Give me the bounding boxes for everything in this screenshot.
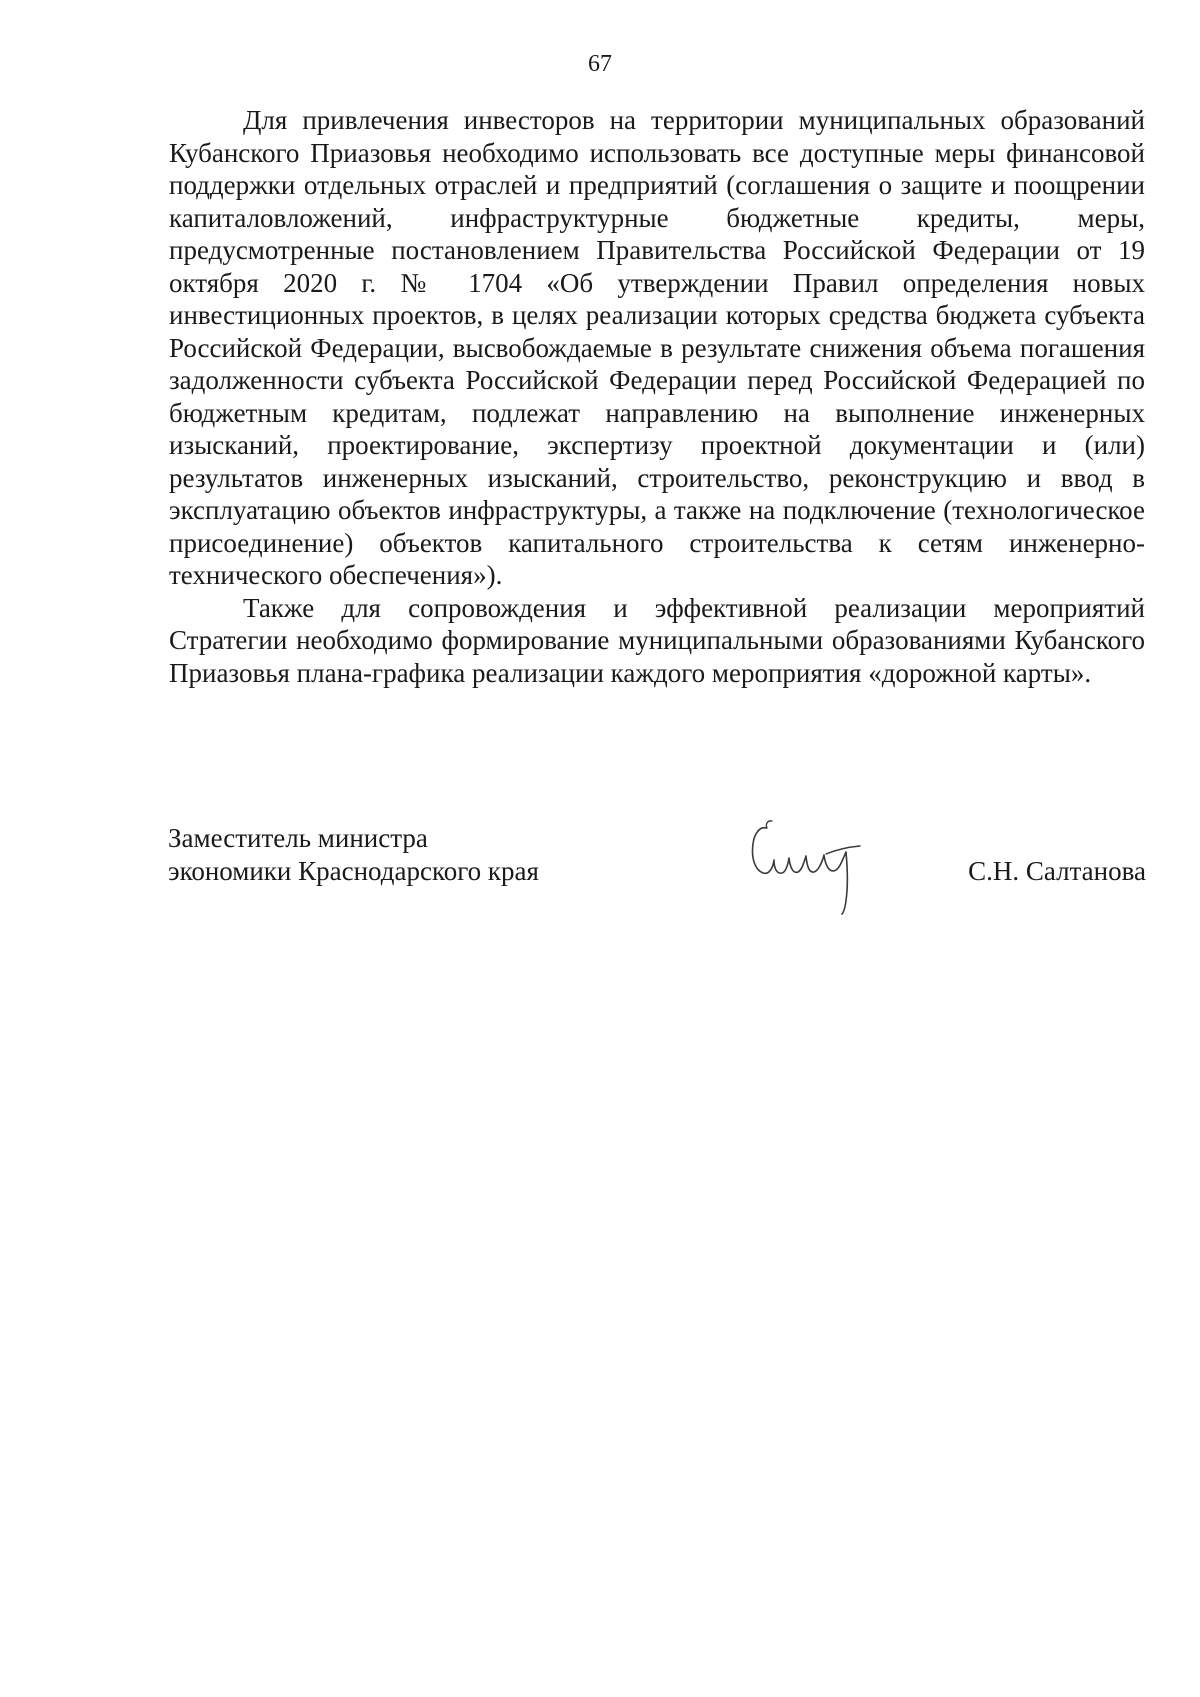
signer-title bbox=[168, 822, 539, 888]
paragraph-road-map-schedule: Также для сопровождения и эффективной реализации мероприятий Стратегии необходимо формирование муниципальными образованиями Кубанского Приазовья плана-графика реализации каждого мероприятия «дорожной карты». bbox=[169, 592, 1145, 688]
document-body bbox=[169, 104, 1145, 689]
signer-title-line-1: Заместитель министра bbox=[168, 823, 428, 853]
signature-block bbox=[168, 822, 1148, 912]
signer-title-line-2: экономики Краснодарского края bbox=[168, 856, 539, 886]
handwritten-signature bbox=[736, 816, 906, 916]
paragraph-investment-support: Для привлечения инвесторов на территории муниципальных образований Кубанского Приазовья необходимо использовать все доступные меры финансовой поддержки отдельных отраслей и предприятий (соглашения о защите и поощрении капиталовложений, инфраструктурные бюджетные кредиты, меры, предусмотренные постановлением Правительства Российской Федерации от 19 октября 2020 г. № 1704 «Об утверждении Правил определения новых инвестиционных проектов, в целях реализации которых средства бюджета субъекта Российской Федерации, высвобождаемые в результате снижения объема погашения задолженности субъекта Российской Федерации перед Российской Федерацией по бюджетным кредитам, подлежат направлению на выполнение инженерных изысканий, проектирование, экспертизу проектной документации и (или) результатов инженерных изысканий, строительство, реконструкцию и ввод в эксплуатацию объектов инфраструктуры, а также на подключение (технологическое присоединение) объектов капитального строительства к сетям инженерно-технического обеспечения»). bbox=[169, 105, 1145, 590]
signer-name: С.Н. Салтанова bbox=[968, 856, 1146, 886]
page-number: 67 bbox=[588, 51, 612, 77]
